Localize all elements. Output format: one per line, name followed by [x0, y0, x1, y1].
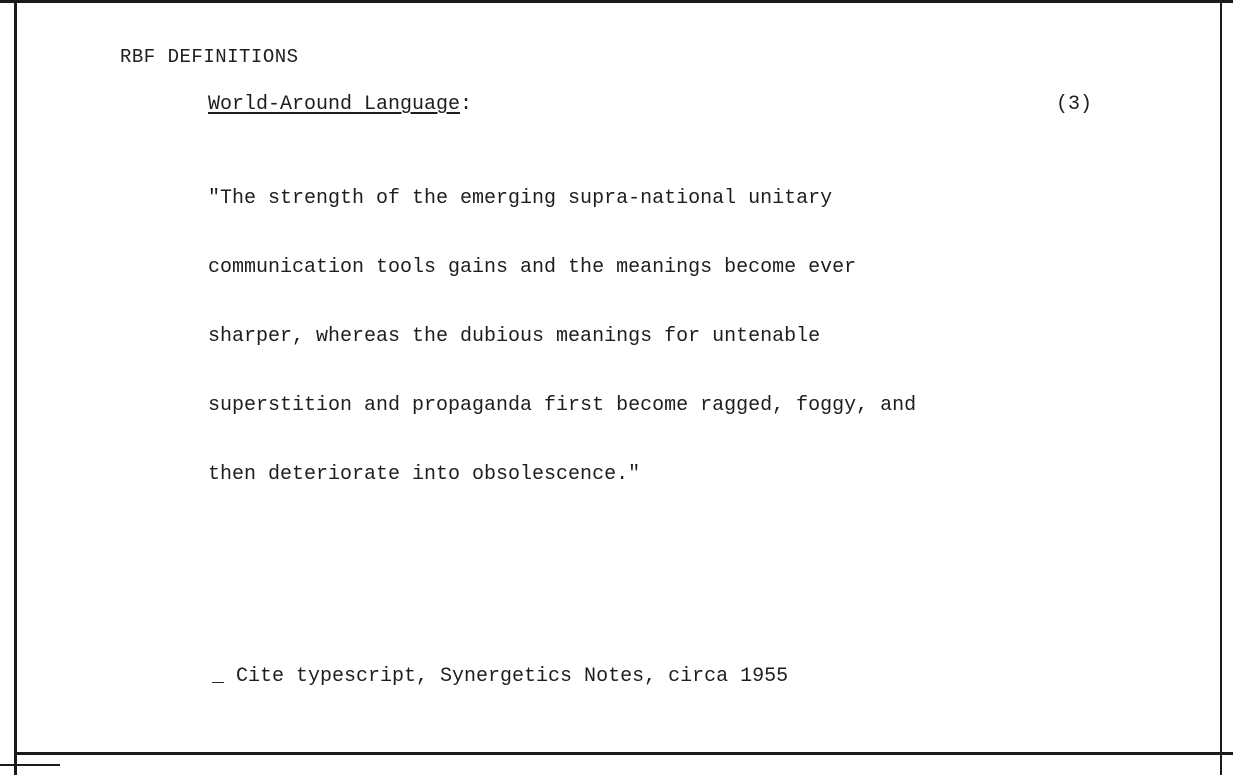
quote-line: superstition and propaganda first become ragged, foggy, and [208, 394, 917, 417]
card-heading: RBF DEFINITIONS [120, 46, 299, 68]
entry-title [208, 93, 472, 116]
entry-number: (3) [1056, 93, 1093, 116]
entry-term: World-Around Language [208, 93, 461, 116]
card-bottom-edge [0, 764, 60, 766]
quote-line: then deteriorate into obsolescence." [208, 463, 641, 486]
card-left-border [14, 0, 17, 775]
definition-quote [208, 141, 916, 532]
entry-term-suffix: : [460, 93, 473, 116]
quote-line: "The strength of the emerging supra-national unitary [208, 187, 833, 210]
quote-line: communication tools gains and the meanings become ever [208, 256, 857, 279]
quote-line: sharper, whereas the dubious meanings for untenable [208, 325, 821, 348]
card-right-border [1220, 0, 1222, 775]
card-top-border [0, 0, 1233, 3]
citation: _ Cite typescript, Synergetics Notes, circa 1955 [212, 665, 789, 688]
card-bottom-border [14, 752, 1233, 755]
